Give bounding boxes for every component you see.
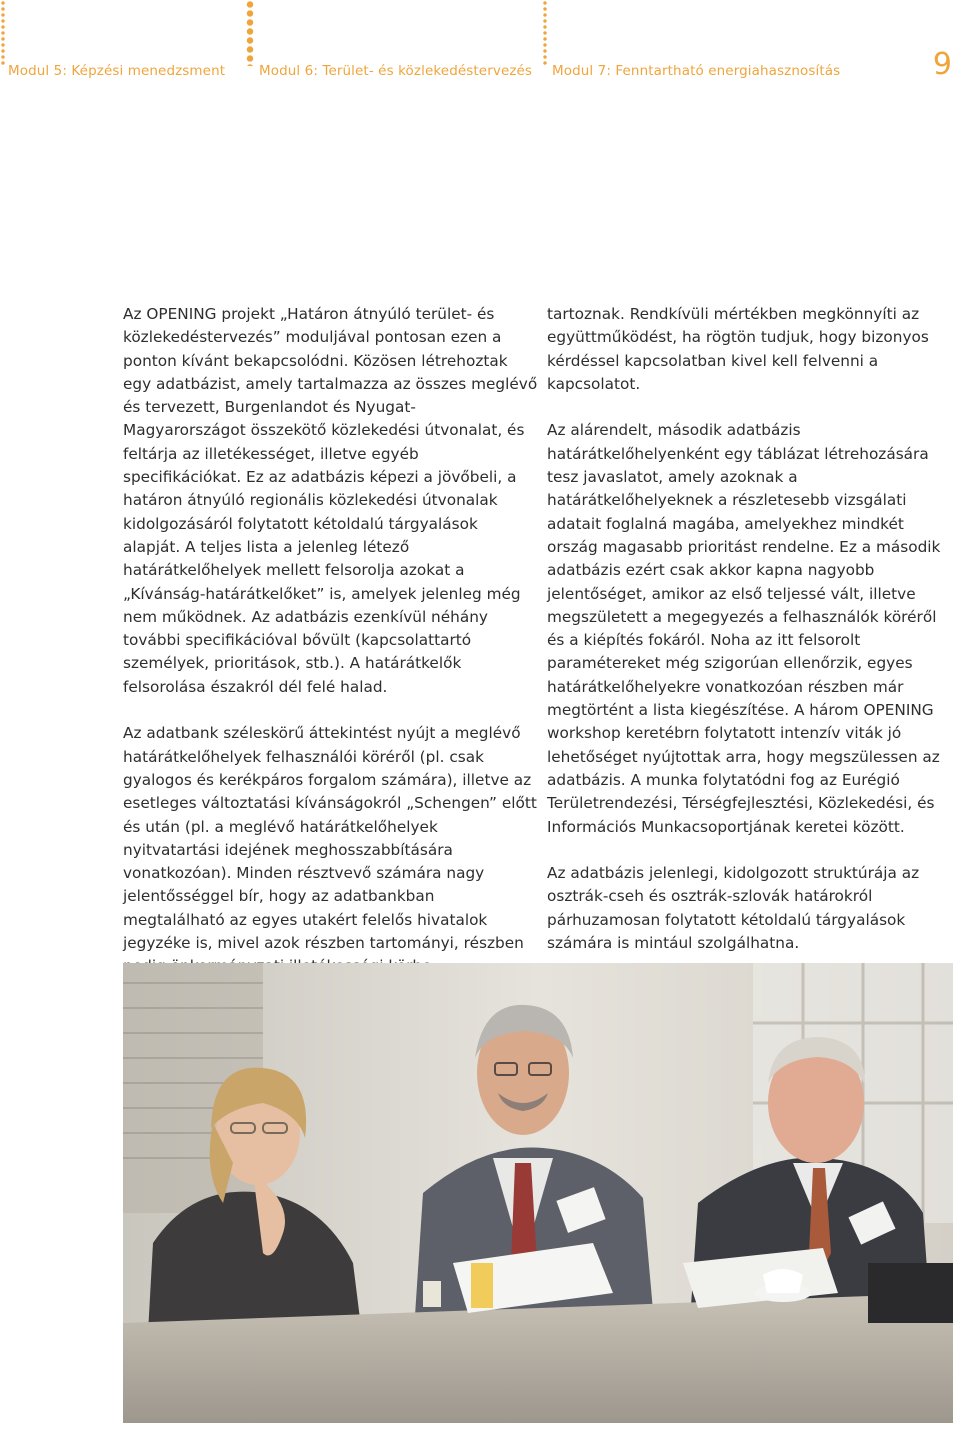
- header-module-5[interactable]: Modul 5: Képzési menedzsment: [8, 63, 226, 79]
- left-paragraph-2: Az adatbank széleskörű áttekintést nyújt a meglévő határátkelőhelyek felhasználói köréről (pl. csak gyalogos és kerékpáros forgalom számára), illetve az esetleges változtatási kívánságokról „Schengen” előtt és után (pl. a meglévő határátkelőhelyek nyitvatartási idejének meghosszabbítására vonatkozóan). Minden résztvevő számára nagy jelentősséggel bír, hogy az adatbankban megtalálható az egyes utakért felelős hivatalok jegyzéke is, mivel azok részben tartományi, részben: [123, 724, 537, 953]
- header-module-7[interactable]: Modul 7: Fenntartható energiahasznosítás: [552, 63, 841, 79]
- right-text-column: [547, 303, 947, 979]
- header-divider-dots: [543, 0, 547, 66]
- left-paragraph-1: Az OPENING projekt „Határon átnyúló terület- és közlekedéstervezés” moduljával pontosan ezen a ponton kívánt bekapcsolódni. Közösen létrehoztak egy adatbázist, amely tartalmazza az összes meglévő és tervezett, Burgenlandot és Nyugat-Magyarországot összekötő közlekedési útvonalat, és feltárja az illetékességet, illetve egyéb specifikációkat. Ez az adatbázis képezi a jövőbeli, a határon átnyúló regionális közlekedési útvonalak kidolgozásáról folytatott kétoldalú tárgyalások alapját. A teljes lista a jelenleg létező határátkelőhelyek mellett felsorolja azokat a „Kívánság-határátkelőket” is, amelyek jelenleg még nem működnek. Az adatbázis ezenkívül néhány további specifikációval bővült (kapcsolattartó személyek, prioritások, stb.). A határátkelők felsorolása északról dél felé halad.: [123, 305, 538, 696]
- right-paragraph-1: tartoznak. Rendkívüli mértékben megkönnyíti az együttműködést, ha rögtön tudjuk, hogy bizonyos kérdéssel kapcsolatban kivel kell felvenni a kapcsolatot.: [547, 305, 929, 393]
- header-divider-dots: [1, 0, 5, 66]
- left-text-column: [123, 303, 538, 1002]
- right-paragraph-3: Az adatbázis jelenlegi, kidolgozott struktúrája az osztrák-cseh és osztrák-szlovák határokról párhuzamosan folytatott kétoldalú tárgyalások számára is mintául szolgálhatna.: [547, 864, 920, 953]
- page-number: 9: [932, 47, 952, 82]
- meeting-photo-illustration: [123, 963, 953, 1423]
- header-divider-dots-active: [246, 0, 254, 66]
- header-module-6[interactable]: Modul 6: Terület- és közlekedéstervezés: [259, 63, 533, 79]
- meeting-photo: [123, 963, 953, 1423]
- right-paragraph-2: Az alárendelt, második adatbázis határátkelőhelyenként egy táblázat létrehozására tesz javaslatot, amely azoknak a határátkelőhelyeknek a részletesebb vizsgálati adatait foglalná magába, amelyekhez mindkét ország magasabb prioritást rendelne. Ez a második adatbázis ezért csak akkor kapna nagyobb jelentőséget, amikor az első teljessé vált, illetve megszületett a megegyezés a felhasználók köréről és a kiépítés fokáról. Noha az itt felsorolt paramétereket még szigorúan ellenőrzik, egyes határátkelőhelyekre vonatkozóan részben már megtörtént a lista kiegészítése. A három OPENING workshop keretébrn folytatott intenzív viták jó lehetőséget nyújtottak arra, hogy megszülessen az adatbázis. A munka folytatódni fog az Eurégió Területrendezési, Térségfejlesztési, Közlekedési, és Információs Munkacsoportjának keretei között.: [547, 421, 941, 836]
